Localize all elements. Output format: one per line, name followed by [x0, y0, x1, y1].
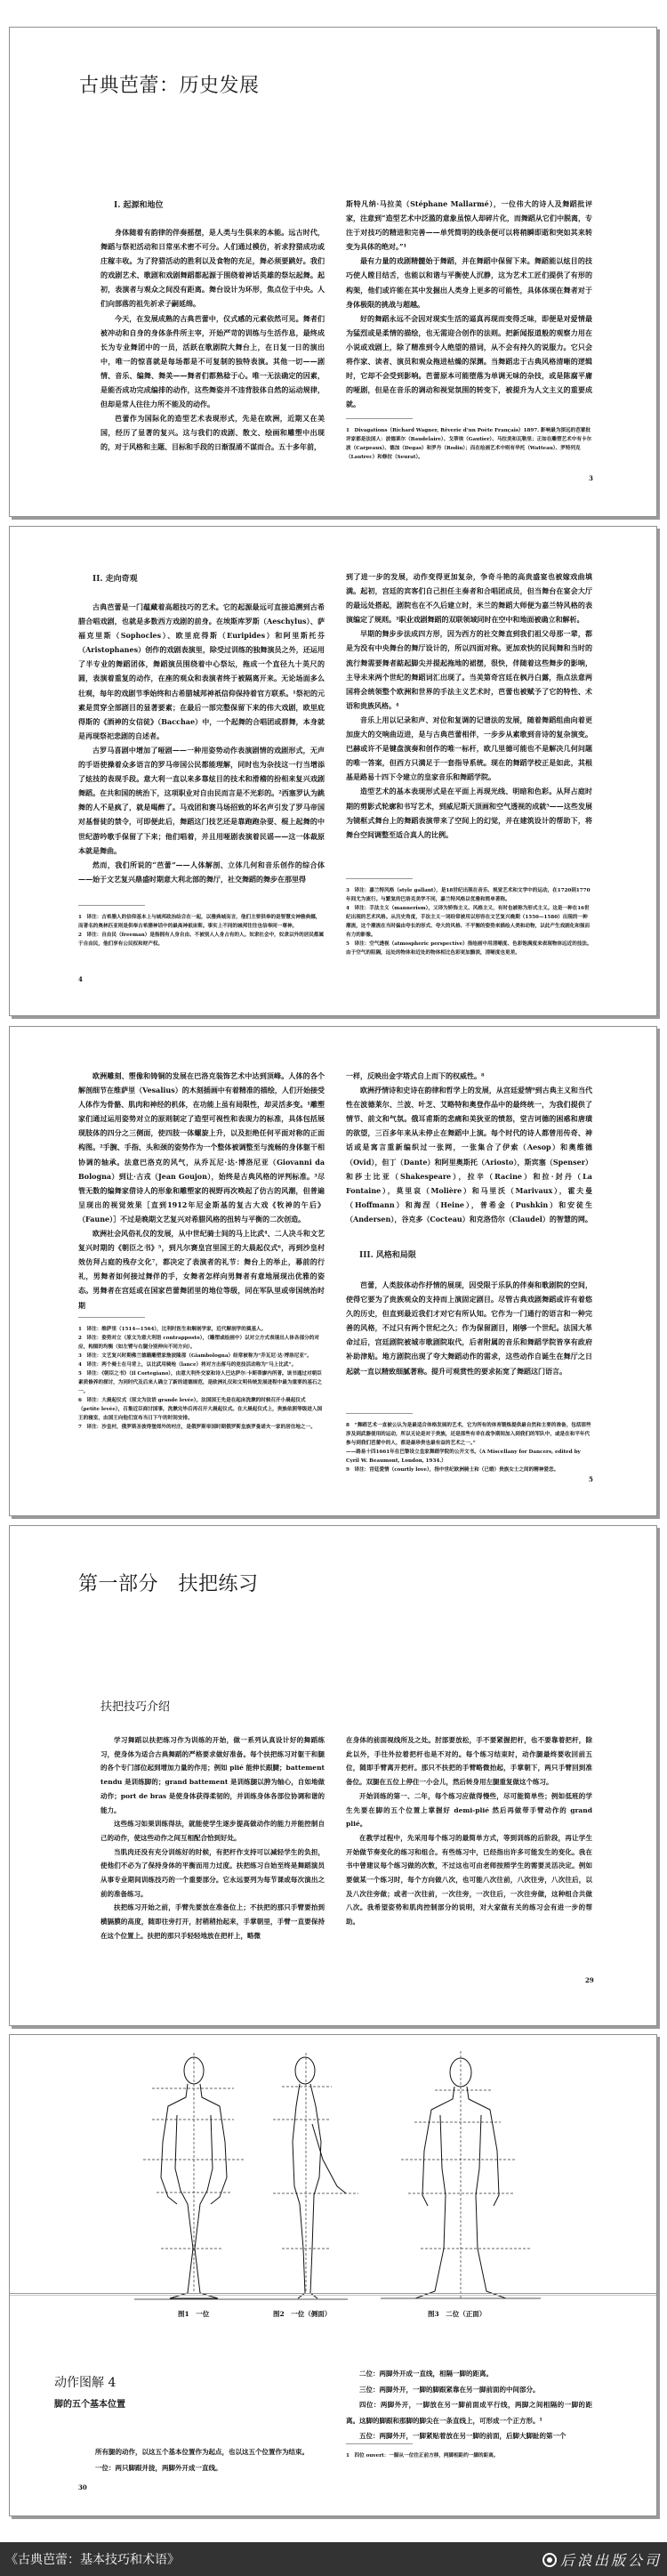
footnote: 4 译注：两个骑士在马背上，以比武用骑枪（lance）将对方击落马的竞技活动称为“马上比武”。 [78, 1362, 297, 1368]
paragraph: 开始训练的第一、二年，每个练习应做得慢些，尽可能简单些；例如低班的学生先要在脚的五个位置上掌握好 demi-plié 然后再做带手臂动作的 grand plié。 [346, 1791, 592, 1829]
paragraph: 身体随着有韵律的伴奏摇摆，是人类与生俱来的本能。远古时代，舞蹈与祭祀活动和日常巫术密不可分。人们通过模仿，祈求狩猎成功或庄稼丰收。为了狩猎活动的胜利以及食物的充足，舞必须要跳好。我们的戏剧艺术、歌剧和戏剧舞蹈都起源于围绕着神话英雄的祭坛起舞。起初，表演者与观众之间没有距离。舞台设计为环形，焦点位于中央。人们向部落的祖先祈求子嗣延绵。 [100, 228, 325, 309]
footnote-rule [78, 905, 145, 906]
figure-1-first-position [143, 2053, 245, 2298]
paragraph: 一位：两只脚跟并拢，两脚外开成一直线。 [95, 2463, 222, 2472]
paragraph: 所有腿的动作，以这五个基本位置作为起点，也以这五个位置作为结束。 [95, 2448, 309, 2456]
paragraph: 五位：两脚外开，一脚紧贴着放在另一脚的前面，后脚大脚趾的第一个 [359, 2432, 567, 2440]
paragraph: 古罗马喜剧中增加了哑剧——一种用姿势动作表演剧情的戏剧形式，无声的手语使操着众多语言的罗马帝国公民都能理解，同时也为杂技这一行当增添了炫技的表现手段。意大利一直以来多靠炫目的技术和滑稽的扮相来复兴戏剧舞蹈。在共和国的统治下，这项职业对自由民而言是不光彩的。²西塞罗认为跳舞的人不是疯了，就是喝醉了。马戏团和赛马场招致的坏名声引发了罗马帝国对基督徒的禁令，可即便此后，舞蹈这门技艺还是靠跑跑杂耍、棍上起舞的中世纪游吟歌手保留了下来；他们唱着，并且用哑剧表演着民谣——这一体裁原本就是舞曲。 [78, 745, 325, 855]
book-title: 《古典芭蕾：基本技巧和术语》 [5, 2553, 180, 2567]
figure-3-second-position-front [401, 2051, 531, 2298]
footnote: 1 Divagations（Richard Wagner, Rêverie d’un Poète Français）1897. 影响最为深远的芭蕾批评家都是法国人：波德莱尔（Baudelaire）、戈蒂埃（Gautier）、马拉美和瓦勒里；正如在雕塑艺术中有卡尔波（Carpeaux）、德加（Degas）和罗丹（Rodin）；而在绘画艺术中则有华托（Watteau）、罗特列克（Lautrec）和修拉（Seurat）。 [346, 428, 592, 460]
paragraph: 一样，反映出金字塔式自上而下的权威性。⁸ [346, 1071, 485, 1080]
footnote: 1 四位 ouvert：一脚从一位往正前方移，两脚相距约一脚的距离。 [346, 2453, 499, 2459]
footnote: 3 译注：嘉兰特风格（style gallant），是18世纪出现在音乐、视觉艺术和文学中的运动，在1720到1770年间尤为流行。与繁复的巴洛克美学不同，嘉兰特风格以优雅和简单著称。 [346, 888, 591, 902]
paragraph: 造型艺术的基本表现形式是在平面上再现光线、明暗和色彩。从拜占庭时期的剪影式轮廓和书写艺术，到威尼斯天顶画和空气透视的成就⁵——这些发展为镜框式舞台上的舞蹈表演带来了空间上的幻觉，并在建筑设计的帮助下，将舞台空间调整至适合真人的比例。 [346, 787, 592, 839]
page-number: 3 [589, 474, 593, 482]
paragraph: 欧洲雕刻、塑像和铸铜的发展在巴洛克装饰艺术中达到顶峰。人体的各个解剖细节在维萨里（Vesalius）的木刻插画中有着精准的描绘，人们开始接受人体作为骨骼、肌肉和神经的机体，在功能上虽有局限性，却灵活多变。¹雕塑家们通过运用姿势对立的原则制定了造型可视性和表现力的标准，具体包括展现肢体的四分之三侧面，使四肢一体螺旋上升，以及拒绝任何平面对称的正面构图。²手腕、手指、头和颈的姿势作为一个整体被调整至与流畅的身体躯干相协调的轴承。法意巴洛克的风气，从乔瓦尼·达·博洛尼亚（Giovanni da Bologna）到让·古戎（Jean Goujon），始终是古典风格的评判标准。³尽管无数的编舞家借诗人的形象和雕塑家的视野再次唤起了仿古的风潮，但普遍呈现出的视觉效果［直到1912年尼金斯基的复古大戏《牧神的午后》（Faune）］不过是晚期文艺复兴对希腊风格的扭转与平衡的二次创造。 [78, 1071, 325, 1223]
houlang-logo-icon [542, 2553, 557, 2567]
left-column [78, 600, 325, 886]
footnote-rule [78, 1317, 145, 1318]
paragraph: 最有力量的戏剧精髓始于舞蹈，并在舞蹈中保留下来。舞蹈能以炫目的技巧使人瞠目结舌，也能以和谐与平衡使人沉静，这为艺术工匠们提供了有形的构架，他们或许能在其中发掘出人类身上更多的可能性，具体体现在舞者对于身体极限的挑战与超越。 [346, 256, 592, 309]
figure-divider [10, 2293, 656, 2296]
footnote: 8 “舞蹈艺术一直被公认为是最适合体格发展的艺术，它为所有的体育锻炼提供最自然和主要的准备，包括那些涉及到武器使用的运动，所以无论是对于贵族，还是那些有幸在战争期间加入到我们的军队中，或是在和平年代参与到我们芭蕾中的人，都是最珍贵也最有益的艺术之一。” [346, 1423, 591, 1446]
paragraph: 芭蕾作为国际化的造型艺术表现形式，先是在欧洲，近期又在美国，经历了显著的复兴。这与我们的戏剧、散文、绘画和雕塑中出现的，对于风格和主题、目标和手段的日渐混淆不谋而合。五十多年前， [100, 414, 325, 452]
publisher-brand [542, 2549, 662, 2570]
right-column [346, 1733, 592, 1929]
footnote: 6 译注：大晨起仪式（原文为法语 grande levée）。法国国王先是在起床洗漱的时候召开小晨起仪式（petite levée），召集近臣商讨国事，洗漱完毕后再召开大晨起仪式。在大晨起仪式上，贵族依照等级进入国王的寝室，由国王向他们宣布当日下午的时间安排。 [78, 1398, 323, 1421]
footnote: 2 译注：姿势对立（原文为意大利语 contrapposto），（雕塑或绘画中）以对立方式表现出人体各部分的对应，构图的均衡（如左臂与右腿分别伸向不同方向）。 [78, 1336, 319, 1350]
right-column [346, 2366, 592, 2444]
footnote: 2 译注：自由民（freeman）是指拥有人身自由、不被别人人身占有的人。奴隶社会中，奴隶以外的居民都属于自由民，他们享有公民权和财产权。 [78, 933, 325, 947]
footnote-rule [346, 2443, 413, 2444]
page-number: 4 [78, 975, 83, 983]
diagram-title: 动作图解 4 [54, 2376, 117, 2390]
book-page-3 [9, 27, 657, 517]
part-title: 第一部分 扶把练习 [78, 1573, 259, 1595]
footnote-rule [346, 878, 413, 879]
paragraph: 音乐上用以记录和声、对位和复调的记谱法的发展，随着舞蹈组曲向着更加庞大的交响曲迈进，是与古典芭蕾相伴，一步步从素歌到音诗的复杂演变。巴赫或许不是键盘演奏和创作的唯一标杆，欧几里德可能也不是解决几何问题的唯一答案，但西方只满足于一套指导系统。现在的舞蹈学校正是如此，其根基是路易十四下令建立的皇家音乐和舞蹈学院。 [346, 715, 592, 782]
footnote-rule [346, 1413, 413, 1414]
figure-caption: 图1 一位 [178, 2310, 210, 2318]
page-number: 29 [585, 1976, 594, 1984]
right-footnotes [346, 1421, 592, 1474]
paragraph: 当肌肉还没有充分训练好的时候，有把杆作支持可以减轻学生的负担，使他们不必为了保持身体的平衡而用力过度。扶把练习自始至终是舞蹈演员从事专业期间训练技巧的一个重要部分。它永远要列为每节课或每次演出之前的准备练习。 [100, 1847, 325, 1898]
paragraph: 然而，我们所说的“芭蕾”——人体解剖、立体几何和音乐创作的综合体——始于文艺复兴鼎盛时期意大利北部的舞厅，社交舞蹈的舞步在那里得 [78, 860, 325, 884]
footnote: 1 译注：古希腊人的信仰基本上与城邦政治结合在一起，以雅典城而言，他们主要供奉的是智慧女神雅典娜，而著名的奥林匹亚则是供奉古希腊神话中的最高神祇宙斯。事实上不同的城邦往往也信奉同一尊神。 [78, 915, 321, 929]
publisher-name: 后浪出版公司 [559, 2552, 662, 2569]
page-number: 5 [589, 1475, 593, 1483]
paragraph: 学习舞蹈以扶把练习作为训练的开始，做一系列认真设计好的舞蹈练习，使身体为适合古典舞蹈的严格要求做好准备。每个扶把练习对躯干和腿的各个专门部位起到增加力量的作用；例如 plié 能伸长跟腱；battement tendu 是训练脚的；grand battement 是训练腿以胯为轴心，自如地做动作；port de bras 是使身体获得柔韧的，并训练身体各部位协调和谐的能力。 [100, 1736, 325, 1814]
anatomy-figures [10, 2035, 656, 2302]
right-column [346, 197, 592, 411]
paragraph: 古典芭蕾是一门蕴藏着高超技巧的艺术。它的起源最远可直接追溯到古希腊合唱戏剧，也就是多数西方戏剧的前身。在埃斯库罗斯（Aeschylus）、萨福克里斯（Sophocles）、欧里庇得斯（Euripides）和阿里斯托芬（Aristophanes）创作的戏剧表演里，除受过训练的独舞演员之外，还运用了半专业的舞蹈团体，舞蹈演员围绕着中心祭坛，拖成一个直径九十英尺的圆，表演着重复的动作，在座的观众和表演者终于被隔离开来。无论场面多么壮观，每年的戏剧节季始终和古希腊城邦神祇信仰保持着官方联系。¹祭祀的元素是贯穿全部剧目的显著要素；在最后一部完整保留下来的伟大戏剧，欧里庇得斯的《酒神的女信徒》（Bacchae）中，一个起舞的合唱团或群舞，本身就是再现祭祀悲剧的自述者。 [78, 602, 325, 740]
left-footnotes [78, 1325, 325, 1432]
page-number: 30 [78, 2483, 87, 2491]
section-heading: I. 起源和地位 [114, 201, 164, 210]
paragraph: 早期的舞步步法成四方形，因为西方的社交舞直到我们祖父母那一辈，都是为没有中央舞台的舞厅设计的，所以四面对称。更加欢快的民间舞和当时的流行舞需要舞者踮起脚尖并提起拖地的裙摆，很快，伴随着这些舞步的影响，主导未来两个世纪的舞蹈词汇出现了。当美第奇宫廷在枫丹白露，指点法意两国将会统领整个欧洲和世界的手法主义艺术时，芭蕾也被赋予了它的特性、术语和贵族风格。⁴ [346, 629, 592, 710]
diagram-subtitle: 脚的五个基本位置 [54, 2400, 125, 2410]
chapter-title: 古典芭蕾：历史发展 [79, 75, 260, 97]
paragraph: 在教学过程中，先采用每个练习的最简单方式，等到训练的后阶段，再让学生开始做节奏变化的练习和组合。有些练习中，已经指出许多可能发生的变化。我在书中曾建议每个练习做的次数，不过这也可由老师按照学生的需要灵活决定。例如要做某一个练习时，每个方向做八次，也可能八次往前，八次往旁，八次往后，以及八次往旁做；或者一次往前，一次往旁，一次往后，一次往旁做，这种组合共做八次。我希望姿势和肌肉控制部分的说明，对大家做有关的练习会有进一步的帮助。 [346, 1833, 592, 1926]
paragraph: 斯特凡纳·马拉美（Stéphane Mallarmé），一位伟大的诗人及舞蹈批评家，注意到“造型艺术中泛滥的意象虽惊人却碎片化，而舞蹈从它们中脱离，专注于对技巧的精进和完善——单凭简明的线条便可以将稍瞬即逝和突如其来转变为具体的绝对。”¹ [346, 199, 592, 252]
paragraph: 好的舞蹈永远不会因对现实生活的逼真再现而变得乏味，即便是对爱情最为猛烈或是柔情的描绘，也无需迎合创作的法则。把新闻报道般的观察力用在小说或戏剧上，除了精准到令人绝望的措词，从不会有持久的说服力。它只会将作家、读者、演员和观众拖进枯燥的深渊。当舞蹈忠于古典风格清晰的逻辑时，它却不会受到影响。芭蕾原本可能堕落为单调无味的杂技，或是陈腐平庸的哑剧，但是在音乐的调动和视觉氛围的转变下，被提升为人文主义的重要成就。 [346, 313, 592, 409]
paragraph: 这些练习如果训练得法，就能使学生逐步提高做动作的能力并能控制自己的动作，使这些动作之间互相配合恰到好处。 [100, 1820, 325, 1842]
paragraph: 到了进一步的发展，动作变得更加复杂，争奇斗艳的高贵盛宴也被嫁戏曲填满。起初，宫廷的宾客们自己担任主奏者和合唱团成员，但当舞台在宴会大厅的最远处搭起，剧院也在不久后建立时，米兰的舞蹈大师便为嘉兰特风格的表演编定了规则。³职业戏剧舞蹈的双联领域同时在空中和地面被确立和解析。 [346, 572, 592, 625]
right-column-lower [346, 1278, 592, 1378]
left-column [100, 1733, 325, 1943]
footer-bar [0, 2542, 667, 2576]
paragraph: 欧洲抒情诗和史诗在韵律和哲学上的发展，从宫廷爱情⁹到古典主义和当代性在波德莱尔、兰波、叶芝、艾略特和奥登作品中的最终统一，为我们提供了情节、前文和气氛。俄耳甫斯的悲痛和美狄亚的愤怒，堂吉诃德的困惑和唐璜的欲望，三百多年来从未停止在舞蹈中上演。每个时代的诗人都曾用传奇、神话或是寓言重新编织过一张网，一张集合了伊索（Aesop）和奥维德（Ovid），但丁（Dante）和阿里奥斯托（Ariosto），斯宾塞（Spenser）和莎士比亚（Shakespeare），拉辛（Racine）和拉·封丹（La Fontaine），莫里哀（Molière）和马里沃（Marivaux），霍夫曼（Hoffmann）和海涅（Heine），普希金（Pushkin）和安徒生（Andersen），谷克多（Cocteau）和克洛岱尔（Claudel）的智慧的网。 [346, 1086, 592, 1223]
paragraph: 在身体的前面视线所及之处。肘部要放松，手不要紧握把杆，也不要靠着把杆，除此以外，手往外拉着把杆也是不对的。每个练习结束时，动作腿最终要收回前五位，随即手臂离开把杆。那只不扶把的手臂略微抬起，手掌朝下，两只手臂回到准备位。双腿在五位上停住一小会儿，然后转身用左腿重复做这个练习。 [346, 1736, 592, 1787]
paragraph: 欧洲社会风俗礼仪的发展，从中世纪骑士间的马上比武⁴、二人决斗和文艺复兴时期的《朝臣之书》⁵，到凡尔赛皇宫里国王的大晨起仪式⁶，再到沙皇村效仿拜占庭的残存文化⁷，都决定了表演者的礼节：舞台上的举止，幕前的行礼，男舞者如何接过舞伴的手，女舞者怎样向男舞者有意地展现出优雅的姿态。男舞者在宫廷或在国家芭蕾舞团里的地位等级，同在军队里或帝国统治时期 [78, 1229, 325, 1310]
right-column [346, 1069, 592, 1226]
figure-caption: 图3 二位（正面） [428, 2310, 486, 2318]
paragraph: 三位：两脚外开，一脚的脚跟紧靠在另一脚前面的中间部分。 [359, 2385, 540, 2394]
book-page-5 [9, 1026, 657, 1516]
book-page-30 [9, 2034, 657, 2516]
paragraph: 二位：两脚外开成一直线，相隔一脚的距离。 [359, 2370, 493, 2378]
paragraph: 今天，在发展成熟的古典芭蕾中，仪式感的元素依然可见。舞者们被冲动和自身的身体条件所主宰，开始严苛的训练与生活作息，最终成长为专业舞团中的一员，活跃在歌剧院大舞台上，在日复一日的演出中，唯一的惊喜就是每场都是不可复制的独特表演。其他一切——剧情、音乐、编舞、舞美——舞者们都熟稔于心。唯一无法确定的因素，是能否成功完成编排的动作，这些舞姿并不违背肢体自然的运动规律，但却是常人往往力所不能及的动作。 [100, 313, 325, 409]
section-subtitle: 扶把技巧介绍 [100, 1700, 171, 1714]
left-column [95, 2444, 335, 2475]
footnote: 1 译注：维萨里（1514—1564），比利时医生和解剖学家，近代解剖学的奠基人。 [78, 1327, 267, 1332]
figure-2-first-position-side [273, 2053, 358, 2298]
footnote: 7 译注：沙皇村，俄罗斯圣彼得堡郊外的村庄，是俄罗斯帝国时期俄罗斯皇族罗曼诺夫一家的居住地之一。 [78, 1425, 316, 1430]
book-page-29 [9, 1525, 657, 2026]
footnote: 5 译注：《朝臣之书》（Il Cortegiano），由意大利外交家和诗人巴达萨尔·卡斯蒂廖内所著。该书通过对朝臣素质修养的探讨，为同时代及后来人确立了新的道德规范，是欧洲礼仪和文明传统发展进程中最为重要的基石之一。 [78, 1371, 323, 1394]
right-footnotes [346, 886, 592, 957]
left-footnotes [78, 913, 325, 949]
paragraph: 四位：两脚外开，一脚放在另一脚前面成平行线，两脚之间相隔的一脚的距离。这脚的脚跟和那脚的脚尖在一条直线上，可形成一个正方形。¹ [346, 2401, 592, 2425]
paragraph: 扶把练习开始之前，手臂先要放在准备位上；不扶把的那只手臂要抬到横膈膜的高度，随即往旁打开，肘稍稍抬起来，手掌朝里，手臂一直要保持在这个位置上。扶把的那只手轻轻地放在把杆上，略微 [100, 1903, 325, 1940]
section-heading: II. 走向奇观 [92, 575, 138, 584]
left-column [78, 1069, 325, 1312]
footnote: ——路易十四1661年在巴黎设立皇家舞蹈学院的公开文书。（A Miscellany for Dancers, edited by Cyril W. Beaumont, London, 1934.） [346, 1450, 581, 1464]
footnote: 9 译注：宫廷爱情（courtly love），指中世纪欧洲骑士和（已婚）贵族女士之间的精神爱恋。 [346, 1467, 559, 1473]
figure-caption: 图2 一位（侧面） [273, 2310, 332, 2318]
right-column [346, 569, 592, 842]
footnote: 3 译注：文艺复兴时期佛兰德籍雕塑家詹波隆那（Giambologna）经常被称为“乔瓦尼·达·博洛尼亚”。 [78, 1353, 312, 1359]
paragraph: 芭蕾，人类肢体动作抒情的展现，因受限于乐队的伴奏和歌剧院的空间，使得它要为了贵族观众的支持而上演固定剧目。尽管古典戏剧舞蹈或许有着悠久的历史，但直到最近我们才对它有所认知。它作为一门通行的语言和一种完善的风格，不过只有两个世纪之久；作为保留剧目，刚够一个世纪。法国大革命过后，宫廷剧院被城市歌剧院取代，后者附属的音乐和舞蹈学院皆享有政府补助津贴。地方剧院出现了夸大舞蹈动作的需求，这些动作自诞生在舞厅之日起就一直以精致细腻著称。提升可观赏性的要求拓宽了舞蹈这门语言。 [346, 1280, 592, 1376]
section-heading: III. 风格和局限 [359, 1251, 416, 1260]
footnotes [346, 426, 592, 462]
footnote-rule [346, 418, 413, 419]
footnote: 4 译注：手法主义（mannerism），又译为矫饰主义、风格主义，有时也被称为形式主义。这是一种在16世纪出现的艺术风格。从历史角度，手法主义一词经常被用以形容在文艺复兴晚期（1550—1580）出现的一种潮流，这个潮流在当时偏由夸长的形式、夸大的风格、不平衡的姿势来描绘人类和动物，以此产生戏剧化和强而有力的影像。 [346, 906, 591, 938]
left-column [100, 225, 325, 455]
footnotes [346, 2451, 592, 2460]
footnote: 5 译注：空气透视（atmospheric perspective）指绘画中用清晰度、色彩饱满度来表现物体远近的技法。由于空气的阻隔，远处的物体和近处的物体相比色彩更加黯淡，清晰度也更差。 [346, 941, 592, 956]
book-page-4 [9, 526, 657, 1016]
